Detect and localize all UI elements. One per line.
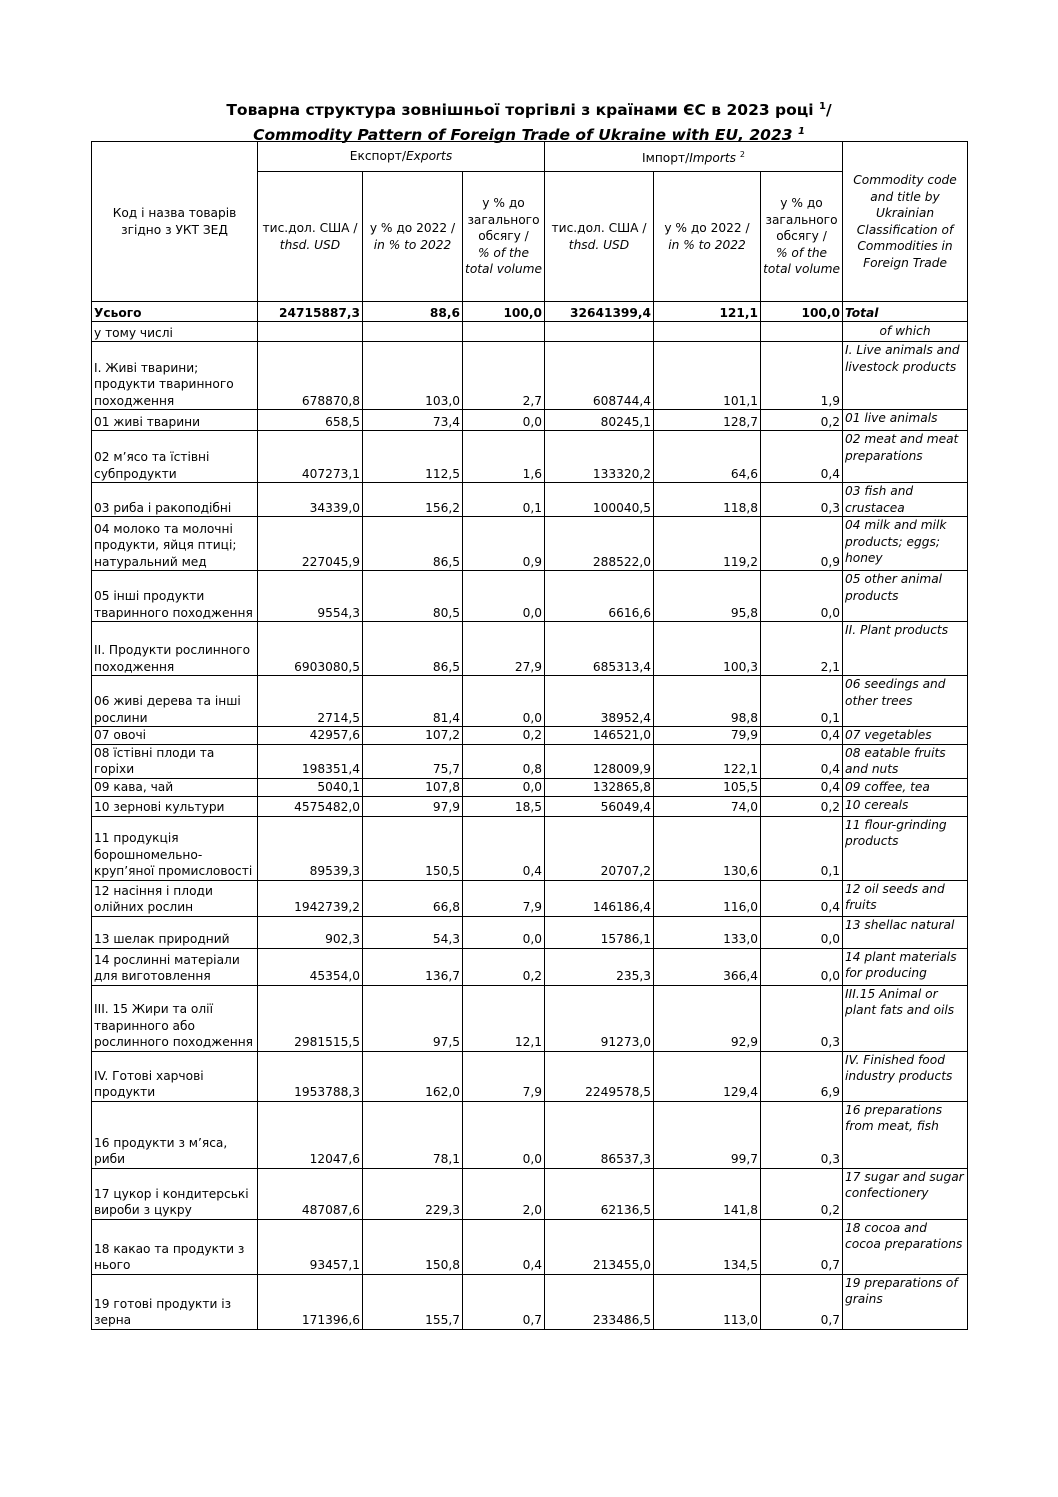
table-row (92, 1219, 968, 1274)
row-value-im: 608744,4 (545, 342, 654, 410)
table-row (92, 727, 968, 745)
header-ex-share: у % до загального обсягу / % of the total volume (463, 172, 545, 302)
row-value-im: 56049,4 (545, 796, 654, 816)
row-label-ua: 04 молоко та молочні продукти, яйця птиці; натуральний мед (92, 517, 258, 571)
row-value-im: 132865,8 (545, 778, 654, 796)
table-row (92, 342, 968, 410)
row-label-ua: 02 м’ясо та їстівні субпродукти (92, 431, 258, 483)
row-value-ex: 12047,6 (258, 1101, 363, 1168)
row-value-ex: 487087,6 (258, 1168, 363, 1219)
row-value-exs: 0,0 (463, 571, 545, 622)
row-value-imp: 79,9 (654, 727, 761, 745)
row-label-en: 07 vegetables (843, 727, 968, 745)
row-value-exp: 162,0 (363, 1051, 463, 1101)
row-value-imp: 141,8 (654, 1168, 761, 1219)
row-value-ex: 678870,8 (258, 342, 363, 410)
table-row (92, 880, 968, 916)
row-value-im: 133320,2 (545, 431, 654, 483)
total-ims: 100,0 (761, 302, 843, 322)
header-code-title: Код і назва товарів згідно з УКТ ЗЕД (92, 142, 258, 302)
total-exs: 100,0 (463, 302, 545, 322)
row-value-exs: 2,7 (463, 342, 545, 410)
row-label-ua: 01 живі тварини (92, 410, 258, 431)
row-value-im: 15786,1 (545, 916, 654, 948)
row-label-ua: 12 насіння і плоди олійних рослин (92, 880, 258, 916)
table-row (92, 431, 968, 483)
row-label-ua: 10 зернові культури (92, 796, 258, 816)
row-value-im: 233486,5 (545, 1274, 654, 1329)
header-row-1 (92, 142, 968, 172)
row-value-exp: 103,0 (363, 342, 463, 410)
row-label-en: 13 shellac natural (843, 916, 968, 948)
row-value-exs: 18,5 (463, 796, 545, 816)
row-value-ex: 1942739,2 (258, 880, 363, 916)
header-im-pct2022: у % до 2022 / in % to 2022 (654, 172, 761, 302)
row-value-ims: 0,3 (761, 985, 843, 1051)
row-value-ims: 0,0 (761, 916, 843, 948)
row-value-exp: 86,5 (363, 622, 463, 676)
header-exports: Експорт/Exports (258, 142, 545, 172)
row-label-ua: 08 їстівні плоди та горіхи (92, 744, 258, 778)
row-label-ua: 06 живі дерева та інші рослини (92, 676, 258, 727)
row-value-ims: 0,1 (761, 816, 843, 880)
row-value-imp: 122,1 (654, 744, 761, 778)
row-label-ua: 11 продукція борошномельно-круп’яної промисловості (92, 816, 258, 880)
total-row (92, 302, 968, 322)
row-value-exp: 112,5 (363, 431, 463, 483)
row-value-im: 62136,5 (545, 1168, 654, 1219)
row-value-exs: 0,0 (463, 1101, 545, 1168)
row-value-exs: 0,8 (463, 744, 545, 778)
row-value-ex: 93457,1 (258, 1219, 363, 1274)
row-value-exs: 0,0 (463, 916, 545, 948)
row-value-ims: 0,2 (761, 1168, 843, 1219)
commodity-table (91, 141, 968, 1330)
row-value-im: 146186,4 (545, 880, 654, 916)
row-value-imp: 128,7 (654, 410, 761, 431)
row-value-ims: 0,4 (761, 727, 843, 745)
row-value-exp: 78,1 (363, 1101, 463, 1168)
table-row (92, 744, 968, 778)
row-value-im: 80245,1 (545, 410, 654, 431)
row-value-exp: 156,2 (363, 483, 463, 517)
total-label-ua: Усього (92, 302, 258, 322)
row-label-ua: 03 риба і ракоподібні (92, 483, 258, 517)
table-row (92, 778, 968, 796)
row-label-en: 09 coffee, tea (843, 778, 968, 796)
row-value-im: 288522,0 (545, 517, 654, 571)
row-value-exs: 0,2 (463, 727, 545, 745)
header-commodity-en: Commodity code and title by Ukrainian Classification of Commodities in Foreign Trade (843, 142, 968, 302)
row-label-ua: 05 інші продукти тваринного походження (92, 571, 258, 622)
row-value-ex: 5040,1 (258, 778, 363, 796)
row-value-im: 6616,6 (545, 571, 654, 622)
row-value-exs: 7,9 (463, 880, 545, 916)
total-label-en: Total (843, 302, 968, 322)
row-label-en: 16 preparations from meat, fish (843, 1101, 968, 1168)
row-label-en: 04 milk and milk products; eggs; honey (843, 517, 968, 571)
header-ex-pct2022: у % до 2022 / in % to 2022 (363, 172, 463, 302)
row-value-exp: 75,7 (363, 744, 463, 778)
header-im-thsd: тис.дол. США / thsd. USD (545, 172, 654, 302)
row-label-ua: 19 готові продукти із зерна (92, 1274, 258, 1329)
row-value-ims: 0,4 (761, 431, 843, 483)
row-value-imp: 74,0 (654, 796, 761, 816)
row-label-ua: I. Живі тварини; продукти тваринного походження (92, 342, 258, 410)
row-label-ua: 07 овочі (92, 727, 258, 745)
row-value-imp: 99,7 (654, 1101, 761, 1168)
row-value-exp: 150,8 (363, 1219, 463, 1274)
row-label-ua: IV. Готові харчові продукти (92, 1051, 258, 1101)
row-label-ua: 18 какао та продукти з нього (92, 1219, 258, 1274)
row-value-exp: 81,4 (363, 676, 463, 727)
row-value-ims: 0,9 (761, 517, 843, 571)
row-value-im: 146521,0 (545, 727, 654, 745)
table-row (92, 676, 968, 727)
total-ex: 24715887,3 (258, 302, 363, 322)
row-value-exs: 27,9 (463, 622, 545, 676)
table-row (92, 816, 968, 880)
of-which-en: of which (843, 322, 968, 342)
row-label-ua: 16 продукти з м’яса, риби (92, 1101, 258, 1168)
row-label-ua: 17 цукор і кондитерські вироби з цукру (92, 1168, 258, 1219)
row-value-exs: 0,1 (463, 483, 545, 517)
total-exp: 88,6 (363, 302, 463, 322)
row-value-imp: 134,5 (654, 1219, 761, 1274)
row-label-ua: II. Продукти рослинного походження (92, 622, 258, 676)
row-value-ex: 6903080,5 (258, 622, 363, 676)
row-value-exs: 1,6 (463, 431, 545, 483)
row-value-exp: 73,4 (363, 410, 463, 431)
row-value-ex: 198351,4 (258, 744, 363, 778)
row-label-en: 01 live animals (843, 410, 968, 431)
title-en: Commodity Pattern of Foreign Trade of Ukraine with EU, 2023 $^1$ (253, 126, 805, 145)
row-value-imp: 105,5 (654, 778, 761, 796)
table-row (92, 517, 968, 571)
row-value-exs: 0,0 (463, 410, 545, 431)
row-value-im: 2249578,5 (545, 1051, 654, 1101)
table-row (92, 916, 968, 948)
row-value-ex: 42957,6 (258, 727, 363, 745)
table-row (92, 483, 968, 517)
page-title (0, 96, 1058, 146)
row-label-en: II. Plant products (843, 622, 968, 676)
row-value-im: 213455,0 (545, 1219, 654, 1274)
row-value-ims: 2,1 (761, 622, 843, 676)
row-value-ims: 0,7 (761, 1219, 843, 1274)
table-row (92, 796, 968, 816)
row-value-ex: 227045,9 (258, 517, 363, 571)
row-value-imp: 119,2 (654, 517, 761, 571)
header-im-share: у % до загального обсягу / % of the total volume (761, 172, 843, 302)
table-row (92, 571, 968, 622)
row-value-exp: 66,8 (363, 880, 463, 916)
row-value-imp: 116,0 (654, 880, 761, 916)
table-row (92, 948, 968, 985)
row-value-ims: 0,2 (761, 410, 843, 431)
row-value-ims: 0,4 (761, 778, 843, 796)
row-value-exs: 0,0 (463, 778, 545, 796)
table-row (92, 1168, 968, 1219)
row-value-exs: 0,4 (463, 1219, 545, 1274)
row-value-im: 128009,9 (545, 744, 654, 778)
row-value-exp: 107,2 (363, 727, 463, 745)
row-value-imp: 133,0 (654, 916, 761, 948)
row-value-exp: 54,3 (363, 916, 463, 948)
row-label-en: 11 flour-grinding products (843, 816, 968, 880)
row-value-exp: 97,9 (363, 796, 463, 816)
total-im: 32641399,4 (545, 302, 654, 322)
row-value-imp: 101,1 (654, 342, 761, 410)
row-value-imp: 92,9 (654, 985, 761, 1051)
row-value-ex: 9554,3 (258, 571, 363, 622)
table-row (92, 985, 968, 1051)
row-value-exp: 107,8 (363, 778, 463, 796)
table-row (92, 1274, 968, 1329)
row-value-im: 20707,2 (545, 816, 654, 880)
header-ex-thsd: тис.дол. США / thsd. USD (258, 172, 363, 302)
table-row (92, 1101, 968, 1168)
row-value-ims: 0,0 (761, 948, 843, 985)
row-label-ua: 14 рослинні матеріали для виготовлення (92, 948, 258, 985)
row-value-exp: 136,7 (363, 948, 463, 985)
row-value-ex: 2981515,5 (258, 985, 363, 1051)
header-imports: Імпорт/Imports $^2$ (545, 142, 843, 172)
row-value-ims: 1,9 (761, 342, 843, 410)
row-value-ims: 6,9 (761, 1051, 843, 1101)
row-value-imp: 98,8 (654, 676, 761, 727)
row-value-ims: 0,2 (761, 796, 843, 816)
row-value-ex: 89539,3 (258, 816, 363, 880)
row-value-imp: 95,8 (654, 571, 761, 622)
row-value-ims: 0,3 (761, 1101, 843, 1168)
row-label-en: 18 cocoa and cocoa preparations (843, 1219, 968, 1274)
row-value-ims: 0,7 (761, 1274, 843, 1329)
row-value-ex: 1953788,3 (258, 1051, 363, 1101)
row-label-en: 05 other animal products (843, 571, 968, 622)
row-value-exp: 97,5 (363, 985, 463, 1051)
row-value-ex: 171396,6 (258, 1274, 363, 1329)
row-value-im: 38952,4 (545, 676, 654, 727)
row-label-en: 17 sugar and sugar confectionery (843, 1168, 968, 1219)
row-label-ua: III. 15 Жири та олії тваринного або рослинного походження (92, 985, 258, 1051)
row-value-ex: 658,5 (258, 410, 363, 431)
of-which-row (92, 322, 968, 342)
row-value-imp: 118,8 (654, 483, 761, 517)
row-label-en: I. Live animals and livestock products (843, 342, 968, 410)
row-value-exs: 0,0 (463, 676, 545, 727)
row-value-exp: 155,7 (363, 1274, 463, 1329)
row-value-exs: 0,9 (463, 517, 545, 571)
row-value-ex: 34339,0 (258, 483, 363, 517)
row-label-en: 06 seedings and other trees (843, 676, 968, 727)
row-value-exs: 0,7 (463, 1274, 545, 1329)
row-value-exp: 86,5 (363, 517, 463, 571)
table-row (92, 410, 968, 431)
row-label-en: 02 meat and meat preparations (843, 431, 968, 483)
row-value-ims: 0,3 (761, 483, 843, 517)
row-value-exs: 7,9 (463, 1051, 545, 1101)
row-value-im: 86537,3 (545, 1101, 654, 1168)
row-value-ims: 0,4 (761, 880, 843, 916)
row-label-en: 12 oil seeds and fruits (843, 880, 968, 916)
row-value-exp: 150,5 (363, 816, 463, 880)
row-value-ims: 0,0 (761, 571, 843, 622)
row-label-ua: 09 кава, чай (92, 778, 258, 796)
row-value-ex: 4575482,0 (258, 796, 363, 816)
row-label-en: IV. Finished food industry products (843, 1051, 968, 1101)
row-value-ims: 0,4 (761, 744, 843, 778)
row-value-ex: 902,3 (258, 916, 363, 948)
row-value-imp: 100,3 (654, 622, 761, 676)
table-row (92, 622, 968, 676)
row-value-im: 100040,5 (545, 483, 654, 517)
row-value-exs: 0,2 (463, 948, 545, 985)
row-value-exs: 12,1 (463, 985, 545, 1051)
table-row (92, 1051, 968, 1101)
of-which-ua: у тому числі (92, 322, 258, 342)
row-value-imp: 129,4 (654, 1051, 761, 1101)
row-label-en: 10 cereals (843, 796, 968, 816)
row-value-exp: 229,3 (363, 1168, 463, 1219)
row-value-imp: 113,0 (654, 1274, 761, 1329)
total-imp: 121,1 (654, 302, 761, 322)
row-value-ex: 2714,5 (258, 676, 363, 727)
row-value-exs: 2,0 (463, 1168, 545, 1219)
row-value-ims: 0,1 (761, 676, 843, 727)
row-value-imp: 130,6 (654, 816, 761, 880)
row-value-im: 235,3 (545, 948, 654, 985)
row-value-im: 685313,4 (545, 622, 654, 676)
row-label-ua: 13 шелак природний (92, 916, 258, 948)
row-label-en: 14 plant materials for producing (843, 948, 968, 985)
title-ua: Товарна структура зовнішньої торгівлі з країнами ЄС в 2023 році $^1$/ (226, 101, 832, 120)
row-value-ex: 45354,0 (258, 948, 363, 985)
row-value-ex: 407273,1 (258, 431, 363, 483)
row-value-exs: 0,4 (463, 816, 545, 880)
row-label-en: III.15 Animal or plant fats and oils (843, 985, 968, 1051)
row-value-imp: 366,4 (654, 948, 761, 985)
row-value-exp: 80,5 (363, 571, 463, 622)
row-value-im: 91273,0 (545, 985, 654, 1051)
row-value-imp: 64,6 (654, 431, 761, 483)
row-label-en: 19 preparations of grains (843, 1274, 968, 1329)
row-label-en: 08 eatable fruits and nuts (843, 744, 968, 778)
row-label-en: 03 fish and crustacea (843, 483, 968, 517)
